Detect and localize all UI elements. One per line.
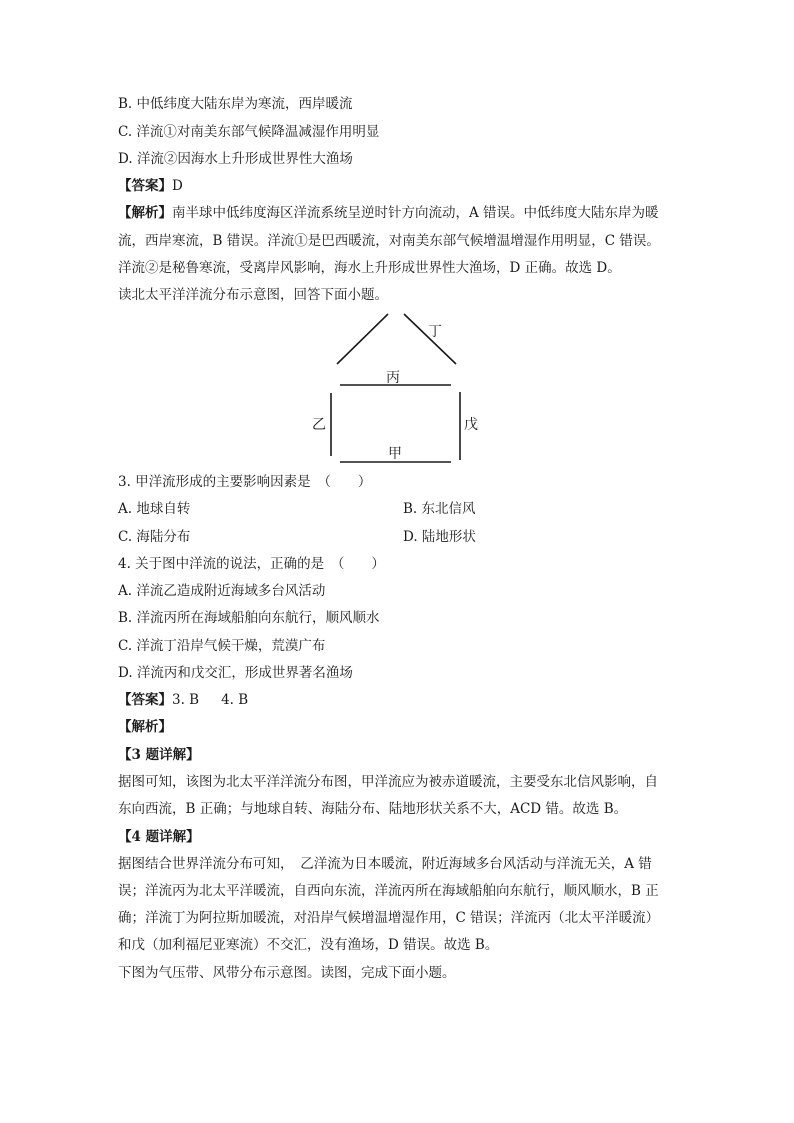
q3-option-b: B. 东北信风 bbox=[403, 501, 476, 517]
north-pacific-current-diagram bbox=[300, 308, 500, 468]
q2-analysis-line-2: 流，西岸寒流，B 错误。洋流①是巴西暖流，对南美东部气候增温增湿作用明显，C 错误。 bbox=[118, 233, 660, 249]
detail-3-line-2: 东向西流，B 正确；与地球自转、海陆分布、陆地形状关系不大，ACD 错。故选 B。 bbox=[118, 801, 628, 817]
detail-4-tag: 【4 题详解】 bbox=[118, 829, 200, 845]
q3-options-row-1 bbox=[118, 500, 688, 518]
detail-4-line-1: 据图结合世界洋流分布可知， 乙洋流为日本暖流，附近海域多台风活动与洋流无关，A 错 bbox=[118, 856, 652, 872]
label-jia: 甲 bbox=[388, 446, 402, 462]
q4-option-c: C. 洋流丁沿岸气候干燥，荒漠广布 bbox=[118, 638, 326, 654]
q2-option-b: B. 中低纬度大陆东岸为寒流，西岸暖流 bbox=[118, 96, 353, 112]
current-line-left-diagonal bbox=[337, 314, 388, 364]
q3-option-a: A. 地球自转 bbox=[118, 501, 191, 517]
q2-analysis-line-3: 洋流②是秘鲁寒流，受离岸风影响，海水上升形成世界性大渔场，D 正确。故选 D。 bbox=[118, 260, 621, 276]
detail-3-tag: 【3 题详解】 bbox=[118, 747, 200, 763]
q3-option-c: C. 海陆分布 bbox=[118, 529, 191, 545]
detail-4-line-3: 确；洋流丁为阿拉斯加暖流，对沿岸气候增温增湿作用，C 错误；洋流丙（北太平洋暖流） bbox=[118, 910, 660, 926]
answer-tag: 【答案】 bbox=[118, 692, 172, 708]
detail-4-line-2: 误；洋流丙为北太平洋暖流，自西向东流，洋流丙所在海域船舶向东航行，顺风顺水，B 正 bbox=[118, 883, 659, 899]
answer-q4: 4. B bbox=[221, 692, 249, 708]
detail-4-line-4: 和戊（加利福尼亚寒流）不交汇，没有渔场，D 错误。故选 B。 bbox=[118, 937, 499, 953]
analysis-text: 南半球中低纬度海区洋流系统呈逆时针方向流动，A 错误。中低纬度大陆东岸为暖 bbox=[172, 205, 659, 221]
answer-tag: 【答案】 bbox=[118, 178, 172, 194]
q3-option-d: D. 陆地形状 bbox=[403, 529, 476, 545]
q4-option-a: A. 洋流乙造成附近海域多台风活动 bbox=[118, 583, 326, 599]
label-bing: 丙 bbox=[386, 370, 400, 386]
label-yi: 乙 bbox=[312, 417, 326, 433]
intro-questions-3-4: 读北太平洋洋流分布示意图，回答下面小题。 bbox=[118, 287, 388, 303]
analysis-tag-3-4: 【解析】 bbox=[118, 719, 172, 735]
answer-q3: 3. B bbox=[172, 692, 200, 708]
q4-option-d: D. 洋流丙和戊交汇，形成世界著名渔场 bbox=[118, 665, 353, 681]
label-wu: 戊 bbox=[464, 417, 478, 433]
q3-stem: 3. 甲洋流形成的主要影响因素是 （ ） bbox=[118, 474, 372, 490]
q3-options-row-2 bbox=[118, 528, 688, 546]
analysis-tag: 【解析】 bbox=[118, 205, 172, 221]
q2-analysis-line-1 bbox=[118, 204, 688, 222]
answer-3-4 bbox=[118, 691, 688, 709]
intro-next-questions: 下图为气压带、风带分布示意图。读图，完成下面小题。 bbox=[118, 965, 456, 981]
detail-3-line-1: 据图可知，该图为北太平洋洋流分布图，甲洋流应为被赤道暖流，主要受东北信风影响，自 bbox=[118, 774, 658, 790]
q4-option-b: B. 洋流丙所在海域船舶向东航行，顺风顺水 bbox=[118, 610, 380, 626]
q2-option-d: D. 洋流②因海水上升形成世界性大渔场 bbox=[118, 151, 353, 167]
current-diagram-svg bbox=[300, 308, 500, 468]
q2-answer bbox=[118, 177, 688, 195]
q2-option-c: C. 洋流①对南美东部气候降温减湿作用明显 bbox=[118, 124, 380, 140]
label-ding: 丁 bbox=[428, 324, 442, 340]
answer-value: D bbox=[172, 178, 183, 194]
q4-stem: 4. 关于图中洋流的说法，正确的是 （ ） bbox=[118, 556, 385, 572]
